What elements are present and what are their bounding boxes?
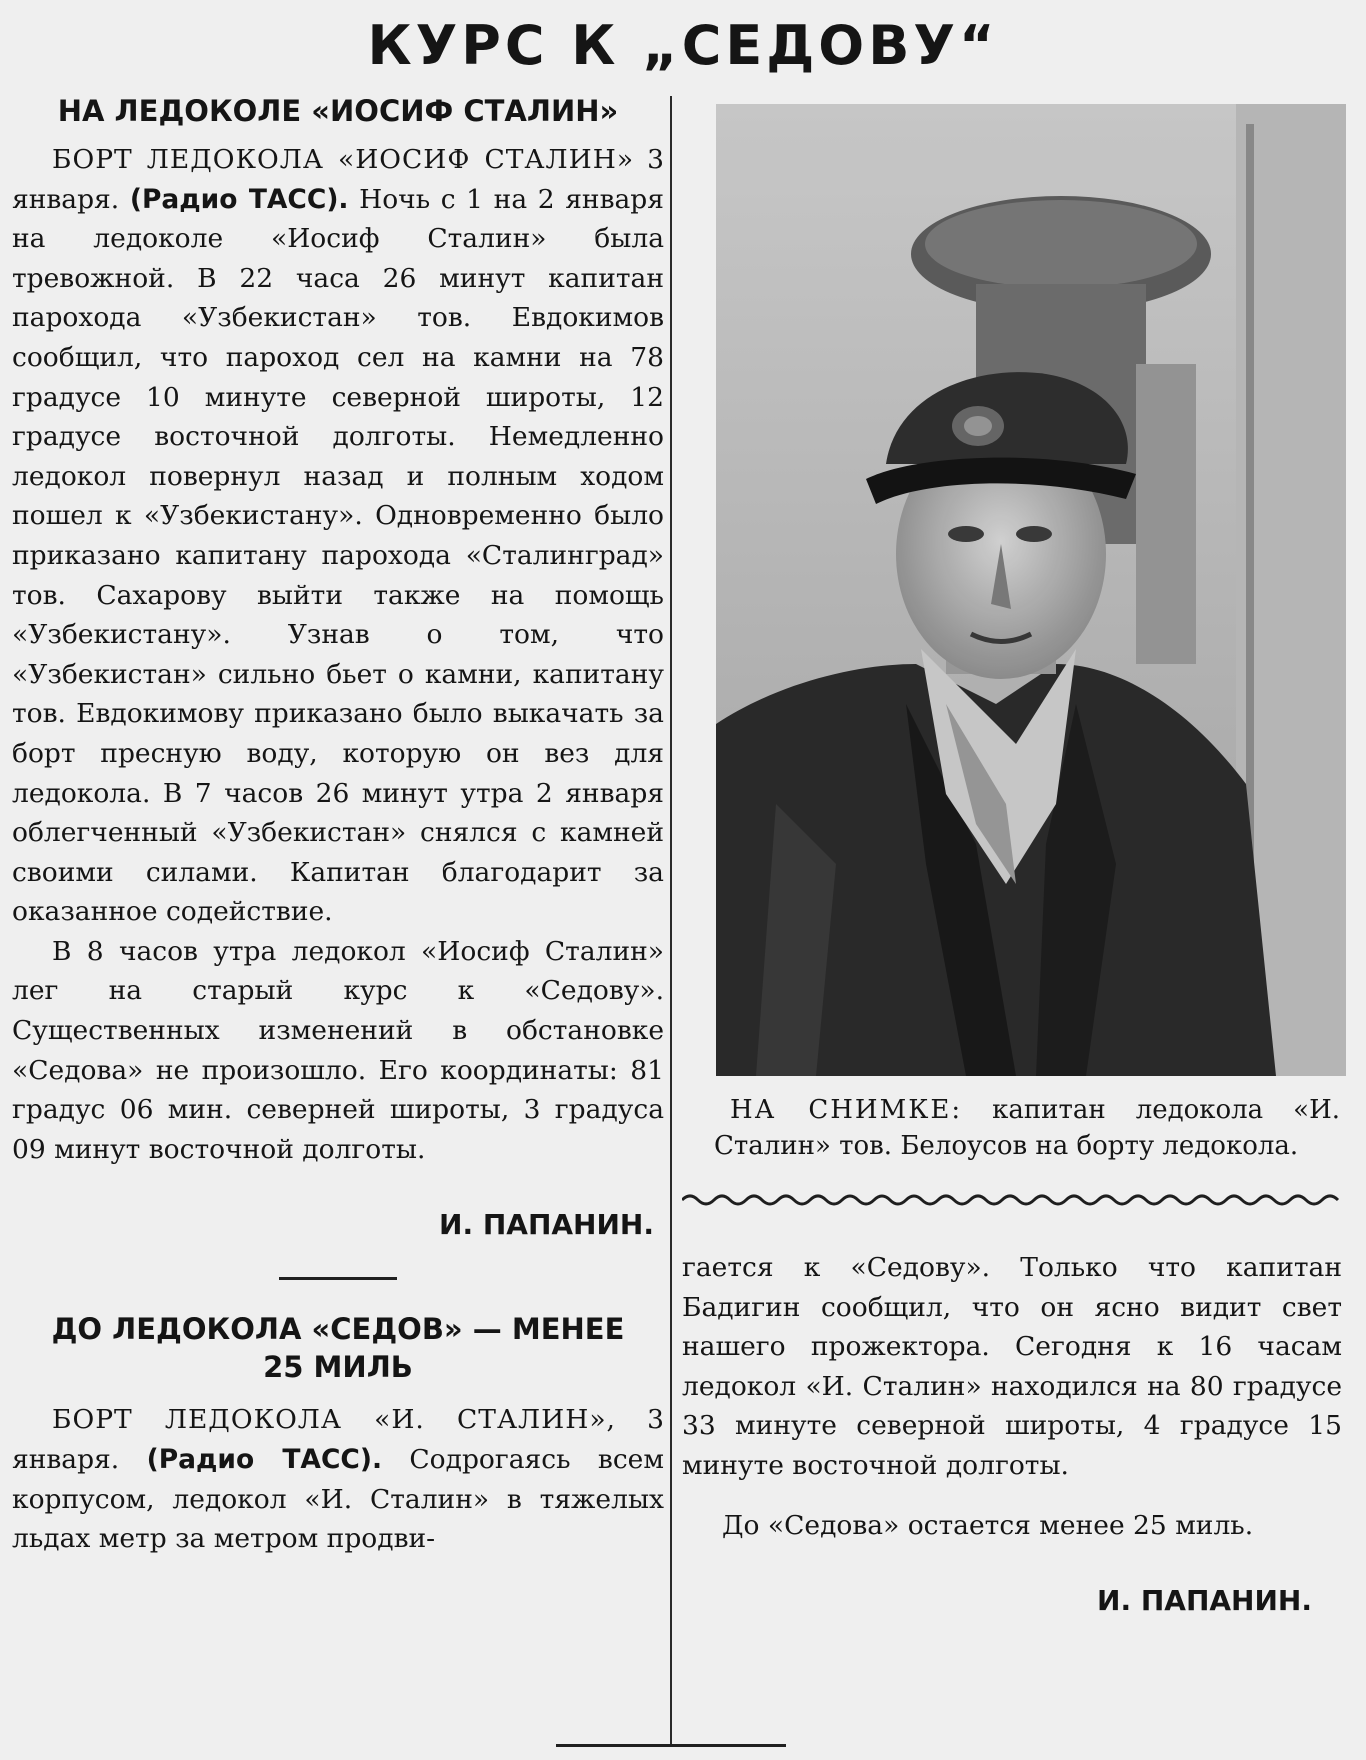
article1-signature: И. ПАПАНИН.	[439, 1208, 654, 1242]
captain-photo	[716, 104, 1346, 1076]
article1-paragraph-1	[12, 140, 664, 932]
article2-heading	[12, 1310, 664, 1386]
right-column	[682, 104, 1342, 1619]
article2-heading-line-1: ДО ЛЕДОКОЛА «СЕДОВ» — МЕНЕЕ	[51, 1312, 625, 1347]
photo-caption	[714, 1092, 1340, 1164]
article1-paragraph-2: В 8 часов утра ледокол «Иосиф Сталин» лег на старый курс к «Седову». Существенных изменений в обстановке «Седова» не произошло. Его координаты: 81 градус 06 мин. северней широты, 3 градуса 09 минут восточной долготы.	[12, 935, 664, 1165]
article1-dateline-place: БОРТ ЛЕДОКОЛА «ИОСИФ СТАЛИН»	[52, 144, 635, 175]
article2-paragraph-2: До «Седова» остается менее 25 миль.	[722, 1509, 1254, 1541]
captain-photo-illustration	[716, 104, 1346, 1076]
column-divider	[670, 96, 672, 1744]
article1-dateline-date: 3 января.	[12, 144, 664, 215]
photo-caption-lead: НА СНИМКЕ:	[730, 1095, 963, 1125]
photo-caption-text: капитан ледокола «И. Сталин» тов. Белоусов на борту ледокола.	[714, 1095, 1341, 1161]
bottom-rule	[556, 1744, 786, 1747]
article1-dateline-source: (Радио ТАСС).	[129, 183, 349, 215]
article2-paragraph-1-text: Содрогаясь всем корпусом, ледокол «И. Сталин» в тяжелых льдах метр за метром продви-	[12, 1444, 664, 1555]
article1-heading: НА ЛЕДОКОЛЕ «ИОСИФ СТАЛИН»	[57, 94, 619, 128]
left-column	[12, 92, 664, 1559]
article2-paragraph-1-start	[12, 1400, 664, 1558]
article2-signature: И. ПАПАНИН.	[1097, 1584, 1312, 1618]
article1-paragraph-1-body: Ночь с 1 на 2 января на ледоколе «Иосиф Сталин» была тревожной. В 22 часа 26 минут капитан парохода «Узбекистан» тов. Евдокимов сообщил, что пароход сел на камни на 78 градусе 10 минуте северной широты, 12 градусе восточной долготы. Немедленно ледокол повернул назад и полным ходом пошел к «Узбекистану». Одновременно было приказано капитану парохода «Сталинград» тов. Сахарову выйти также на помощь «Узбекистану». Узнав о том, что «Узбекистан» сильно бьет о камни, капитану тов. Евдокимову приказано было выкачать за борт пресную воду, которую он вез для ледокола. В 7 часов 26 минут утра 2 января облегченный «Узбекистан» снялся с камней своими силами. Капитан благодарит за оказанное содействие.	[12, 183, 664, 928]
page-headline: КУРС К „СЕДОВУ“	[367, 14, 999, 77]
wavy-separator	[682, 1190, 1342, 1210]
article2-dateline-date: 3 января.	[12, 1404, 664, 1476]
article2-dateline-source: (Радио ТАСС).	[146, 1444, 383, 1476]
article2-dateline-place: БОРТ ЛЕДОКОЛА «И. СТАЛИН»,	[52, 1404, 616, 1436]
article2-heading-line-2: 25 МИЛЬ	[263, 1350, 413, 1385]
article2-paragraph-1-continued: гается к «Седову». Только что капитан Бадигин сообщил, что он ясно видит свет нашего прожектора. Сегодня к 16 часам ледокол «И. Сталин» находился на 80 градусе 33 минуте северной широты, 4 градусе 15 минуте восточной долготы.	[682, 1252, 1342, 1481]
